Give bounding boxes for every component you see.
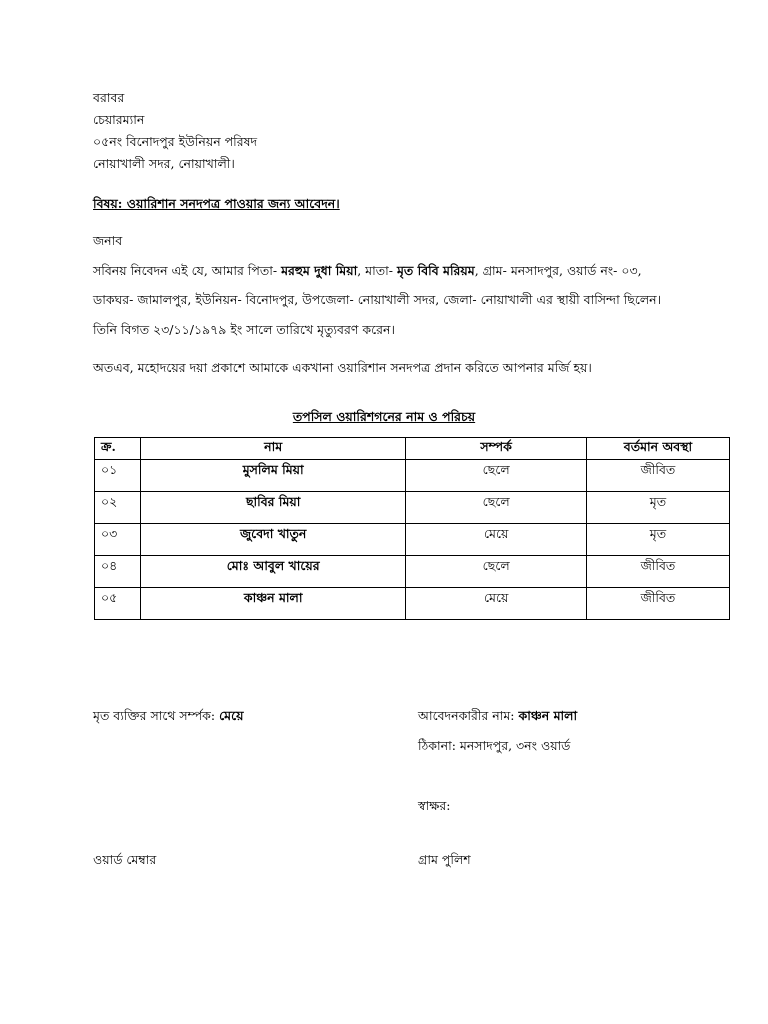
cell-name: মোঃ আবুল খায়ের — [140, 556, 405, 588]
body-text: , গ্রাম- মনসাদপুর, ওয়ার্ড নং- ০৩, — [474, 263, 642, 278]
cell-name: ছাবির মিয়া — [140, 492, 405, 524]
deceased-relation-value: মেয়ে — [219, 708, 244, 723]
applicant-name-label: আবেদনকারীর নাম: — [418, 708, 519, 723]
address-designation: চেয়ারম্যান — [93, 112, 145, 127]
cell-serial: ০৪ — [95, 556, 141, 588]
header-name: নাম — [140, 438, 405, 460]
deceased-relation — [93, 708, 244, 728]
cell-name: মুসলিম মিয়া — [140, 460, 405, 492]
body-paragraph-3: তিনি বিগত ২৩/১১/১৯৭৯ ইং সালে তারিখে মৃত্যুবরণ করেন। — [93, 322, 395, 337]
greeting: জনাব — [93, 233, 123, 248]
body-paragraph-4: অতএব, মহোদয়ের দয়া প্রকাশে আমাকে একখানা ওয়ারিশান সনদপত্র প্রদান করিতে আপনার মর্জি হয়। — [93, 360, 592, 375]
heirs-table-title: তপসিল ওয়ারিশগনের নাম ও পরিচয় — [292, 409, 476, 424]
header-relation: সম্পর্ক — [406, 438, 587, 460]
header-status: বর্তমান অবস্থা — [586, 438, 729, 460]
body-paragraph-2: ডাকঘর- জামালপুর, ইউনিয়ন- বিনোদপুর, উপজেলা- নোয়াখালী সদর, জেলা- নোয়াখালী এর স্থায়ী বাসিন্দা ছিলেন। — [93, 292, 662, 307]
cell-relation: ছেলে — [406, 460, 587, 492]
cell-relation: মেয়ে — [406, 588, 587, 620]
applicant-address: ঠিকানা: মনসাদপুর, ৩নং ওয়ার্ড — [418, 738, 571, 753]
mother-name: মৃত বিবি মরিয়ম — [396, 263, 475, 278]
body-paragraph-1 — [93, 263, 642, 283]
cell-relation: ছেলে — [406, 556, 587, 588]
body-text: , মাতা- — [357, 263, 397, 278]
header-serial: ক্র. — [95, 438, 141, 460]
body-text: সবিনয় নিবেদন এই যে, আমার পিতা- — [93, 263, 282, 278]
cell-relation: মেয়ে — [406, 524, 587, 556]
cell-serial: ০১ — [95, 460, 141, 492]
cell-serial: ০২ — [95, 492, 141, 524]
cell-relation: ছেলে — [406, 492, 587, 524]
cell-serial: ০৫ — [95, 588, 141, 620]
cell-status: মৃত — [586, 492, 729, 524]
cell-status: জীবিত — [586, 588, 729, 620]
address-council: ০৫নং বিনোদপুর ইউনিয়ন পরিষদ — [93, 134, 258, 149]
cell-status: মৃত — [586, 524, 729, 556]
address-location: নোয়াখালী সদর, নোয়াখালী। — [93, 156, 235, 171]
address-to: বরাবর — [93, 90, 125, 105]
table-row — [95, 524, 730, 556]
ward-member-label: ওয়ার্ড মেম্বার — [93, 852, 157, 867]
cell-status: জীবিত — [586, 556, 729, 588]
applicant-name — [418, 708, 577, 728]
table-row — [95, 460, 730, 492]
applicant-name-value: কাঞ্চন মালা — [518, 708, 578, 723]
signature-label: স্বাক্ষর: — [418, 798, 451, 813]
cell-status: জীবিত — [586, 460, 729, 492]
table-row — [95, 492, 730, 524]
heirs-table — [94, 437, 730, 620]
subject-line: বিষয়: ওয়ারিশান সনদপত্র পাওয়ার জন্য আবেদন। — [93, 196, 340, 211]
table-row — [95, 556, 730, 588]
father-name: মরহুম দুধা মিয়া — [281, 263, 358, 278]
village-police-label: গ্রাম পুলিশ — [418, 852, 471, 867]
deceased-relation-label: মৃত ব্যক্তির সাথে সর্ম্পক: — [93, 708, 220, 723]
table-header-row — [95, 438, 730, 460]
cell-name: কাঞ্চন মালা — [140, 588, 405, 620]
cell-name: জুবেদা খাতুন — [140, 524, 405, 556]
cell-serial: ০৩ — [95, 524, 141, 556]
table-row — [95, 588, 730, 620]
